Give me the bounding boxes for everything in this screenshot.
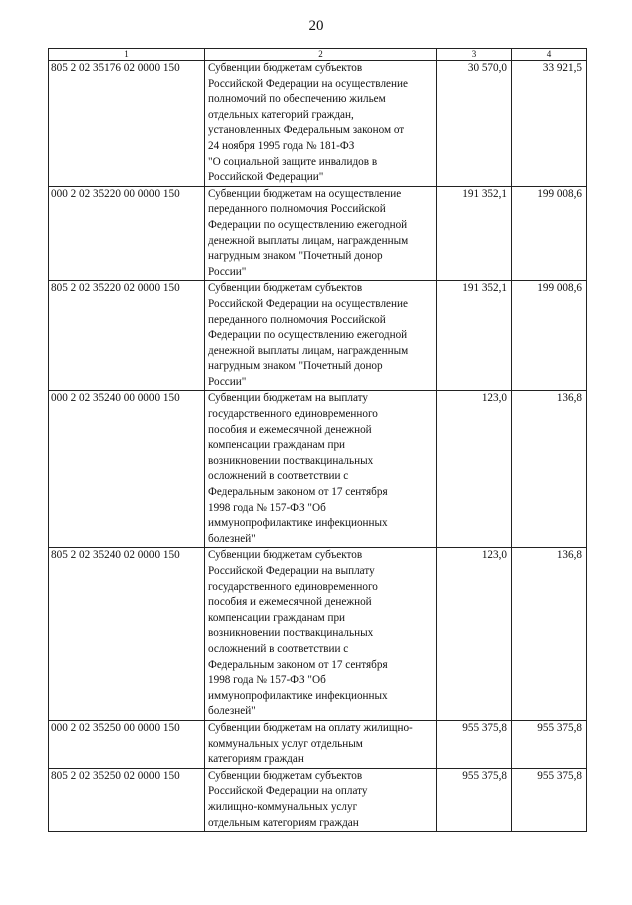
amount-cell-year-1: 191 352,1 (437, 281, 512, 391)
table-row (49, 186, 587, 281)
budget-code-cell: 000 2 02 35250 00 0000 150 (49, 720, 205, 768)
description-cell: Субвенции бюджетам субъектов Российской Федерации на осуществление переданного полномочия Российской Федерации по осуществлению ежегодной денежной выплаты лицам, награжденным нагрудным знаком "Почетный донор России" (205, 281, 437, 391)
description-cell: Субвенции бюджетам на оплату жилищно- коммунальных услуг отдельным категориям граждан (205, 720, 437, 768)
budget-code-cell: 000 2 02 35240 00 0000 150 (49, 391, 205, 548)
column-header-code: 1 (49, 49, 205, 61)
column-header-year-2: 4 (512, 49, 587, 61)
column-header-year-1: 3 (437, 49, 512, 61)
table-row (49, 720, 587, 768)
budget-code-cell: 805 2 02 35220 02 0000 150 (49, 281, 205, 391)
amount-cell-year-1: 191 352,1 (437, 186, 512, 281)
column-header-description: 2 (205, 49, 437, 61)
amount-cell-year-2: 955 375,8 (512, 720, 587, 768)
amount-cell-year-2: 136,8 (512, 548, 587, 721)
table-row (49, 391, 587, 548)
amount-cell-year-1: 123,0 (437, 391, 512, 548)
description-cell: Субвенции бюджетам на осуществление переданного полномочия Российской Федерации по осуществлению ежегодной денежной выплаты лицам, награжденным нагрудным знаком "Почетный донор России" (205, 186, 437, 281)
description-cell: Субвенции бюджетам субъектов Российской Федерации на выплату государственного единовременного пособия и ежемесячной денежной компенсации гражданам при возникновении поствакцинальных осложнений в соответствии с Федеральным законом от 17 сентября 1998 года № 157-ФЗ "Об иммунопрофилактике инфекционных болезней" (205, 548, 437, 721)
table-row (49, 548, 587, 721)
table-header-row (49, 49, 587, 61)
description-cell: Субвенции бюджетам на выплату государственного единовременного пособия и ежемесячной денежной компенсации гражданам при возникновении поствакцинальных осложнений в соответствии с Федеральным законом от 17 сентября 1998 года № 157-ФЗ "Об иммунопрофилактике инфекционных болезней" (205, 391, 437, 548)
page-number: 20 (308, 18, 324, 34)
amount-cell-year-2: 199 008,6 (512, 186, 587, 281)
amount-cell-year-2: 955 375,8 (512, 768, 587, 831)
budget-code-cell: 805 2 02 35240 02 0000 150 (49, 548, 205, 721)
description-cell: Субвенции бюджетам субъектов Российской Федерации на осуществление полномочий по обеспечению жильем отдельных категорий граждан, установленных Федеральным законом от 24 ноября 1995 года № 181-ФЗ "О социальной защите инвалидов в Российской Федерации" (205, 61, 437, 187)
budget-table (48, 48, 587, 832)
amount-cell-year-1: 123,0 (437, 548, 512, 721)
amount-cell-year-1: 30 570,0 (437, 61, 512, 187)
table-row (49, 61, 587, 187)
amount-cell-year-1: 955 375,8 (437, 768, 512, 831)
description-cell: Субвенции бюджетам субъектов Российской Федерации на оплату жилищно-коммунальных услуг отдельным категориям граждан (205, 768, 437, 831)
budget-code-cell: 805 2 02 35250 02 0000 150 (49, 768, 205, 831)
amount-cell-year-2: 199 008,6 (512, 281, 587, 391)
table-row (49, 768, 587, 831)
amount-cell-year-2: 136,8 (512, 391, 587, 548)
budget-code-cell: 805 2 02 35176 02 0000 150 (49, 61, 205, 187)
table-row (49, 281, 587, 391)
budget-code-cell: 000 2 02 35220 00 0000 150 (49, 186, 205, 281)
amount-cell-year-1: 955 375,8 (437, 720, 512, 768)
amount-cell-year-2: 33 921,5 (512, 61, 587, 187)
